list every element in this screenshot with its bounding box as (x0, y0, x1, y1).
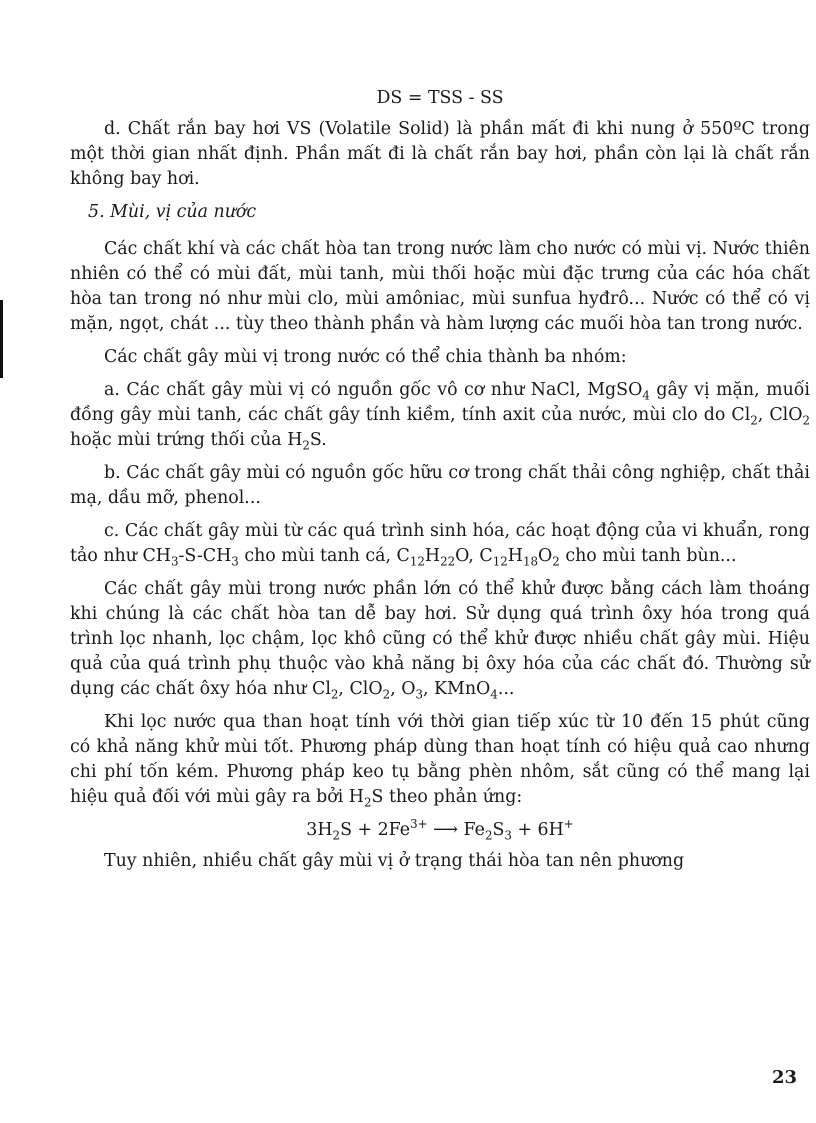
scan-edge-mark (0, 300, 3, 378)
chemical-reaction: $3H_2S + 2Fe^{3+}$ ⟶ $Fe_2S_3 + 6H^+$ (306, 817, 574, 843)
page-content (70, 86, 810, 882)
paragraph-activated-carbon: Khi lọc nước qua than hoạt tính với thời gian tiếp xúc từ 10 đến 15 phút cũng có khả năng khử mùi tốt. Phương pháp dùng than hoạt tính có hiệu quả cao nhưng chi phí tốn kém. Phương pháp keo tụ bằng phèn nhôm, sắt cũng có thể mang lại hiệu quả đối với mùi gây ra bởi $H_2S$ theo phản ứng: (70, 712, 810, 810)
paragraph-last: Tuy nhiên, nhiều chất gây mùi vị ở trạng thái hòa tan nên phương (104, 851, 685, 871)
paragraph-b: b. Các chất gây mùi có nguồn gốc hữu cơ trong chất thải công nghiệp, chất thải mạ, dầu mỡ, phenol... (70, 463, 810, 508)
equation-ds: DS = TSS - SS (376, 88, 504, 108)
paragraph-groups: Các chất gây mùi vị trong nước có thể chia thành ba nhóm: (104, 347, 627, 367)
paragraph-a: a. Các chất gây mùi vị có nguồn gốc vô cơ như NaCl, MgSO$_4$ gây vị mặn, muối đồng gây mùi tanh, các chất gây tính kiềm, tính axit của nước, mùi clo do $Cl_2$, ClO$_2$ hoặc mùi trứng thối của $H_2S$. (70, 380, 810, 453)
paragraph-intro: Các chất khí và các chất hòa tan trong nước làm cho nước có mùi vị. Nước thiên nhiên có thể có mùi đất, mùi tanh, mùi thối hoặc mùi đặc trưng của các hóa chất hòa tan trong nó như mùi clo, mùi amôniac, mùi sunfua hyđrô... Nước có thể có vị mặn, ngọt, chát ... tùy theo thành phần và hàm lượng các muối hòa tan trong nước. (70, 239, 810, 334)
section-heading-5: 5. Mùi, vị của nước (88, 202, 257, 222)
paragraph-c: c. Các chất gây mùi từ các quá trình sinh hóa, các hoạt động của vi khuẩn, rong tảo như $CH_3-S-CH_3$ cho mùi tanh cá, $C_{12}H_{22}O$, $C_{12}H_{18}O_2$ cho mùi tanh bùn... (70, 521, 810, 569)
page-number: 23 (772, 1067, 798, 1088)
paragraph-removal: Các chất gây mùi trong nước phần lớn có thể khử được bằng cách làm thoáng khi chúng là các chất hòa tan dễ bay hơi. Sử dụng quá trình ôxy hóa trong quá trình lọc nhanh, lọc chậm, lọc khô cũng có thể khử được nhiều chất gây mùi. Hiệu quả của quá trình phụ thuộc vào khả năng bị ôxy hóa của các chất đó. Thường sử dụng các chất ôxy hóa như $Cl_2$, ClO$_2$, $O_3$, KMnO$_4$... (70, 579, 810, 702)
reaction-arrow: ⟶ (427, 820, 464, 840)
paragraph-d: d. Chất rắn bay hơi VS (Volatile Solid) là phần mất đi khi nung ở 550ºC trong một thời gian nhất định. Phần mất đi là chất rắn bay hơi, phần còn lại là chất rắn không bay hơi. (70, 119, 810, 189)
